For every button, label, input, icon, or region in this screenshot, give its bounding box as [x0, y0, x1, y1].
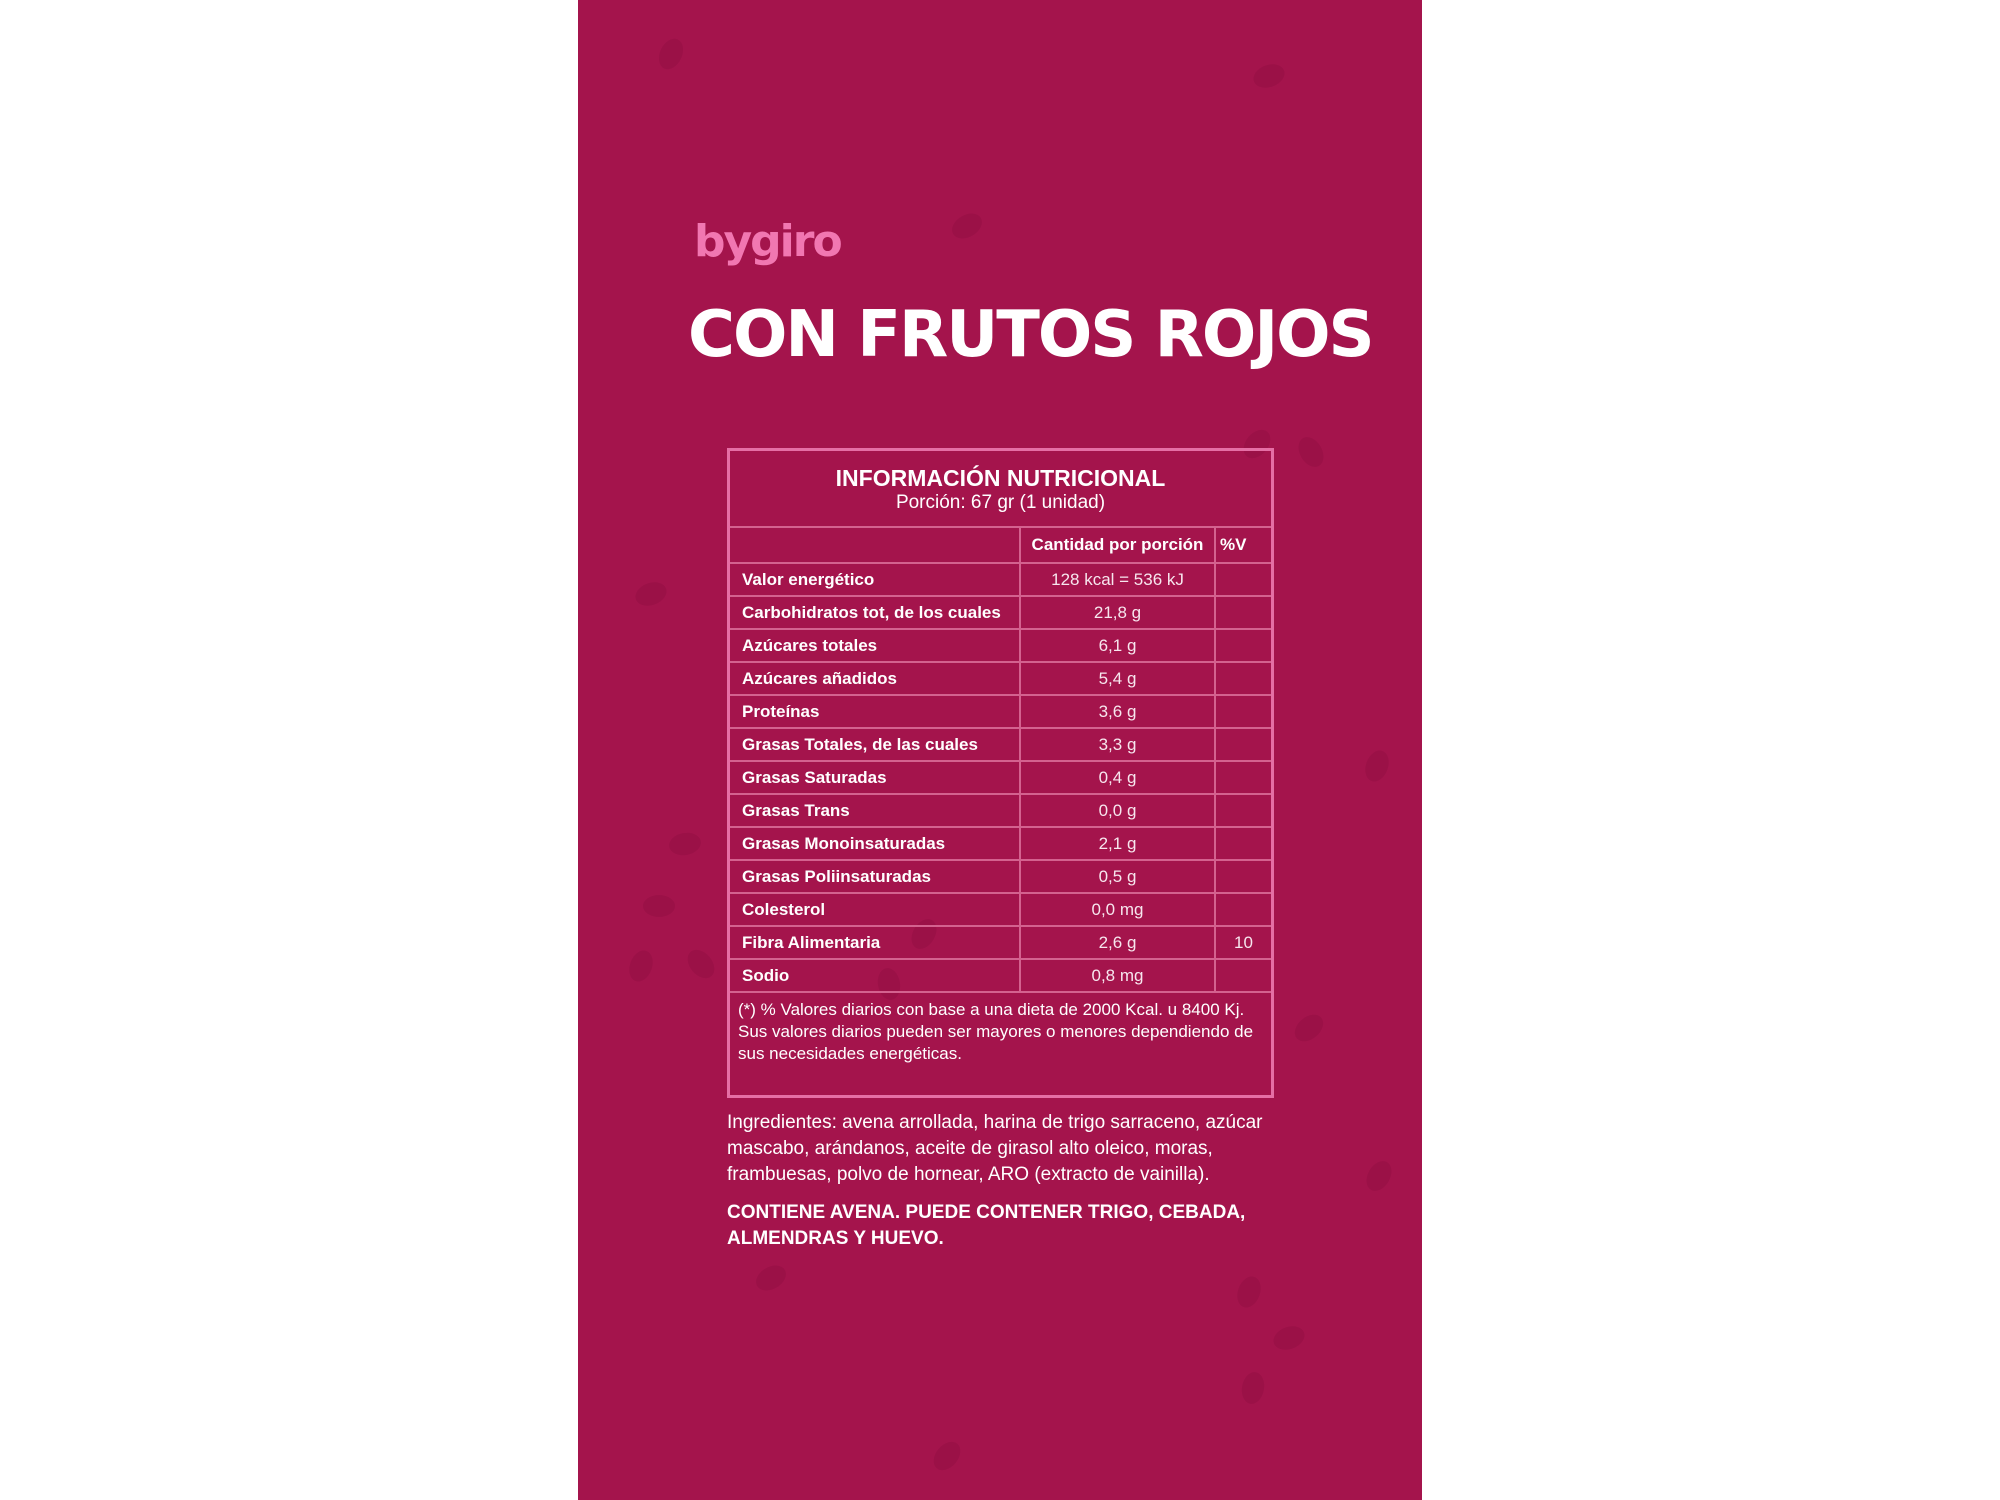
nutrient-daily-value: [1215, 860, 1271, 893]
table-header-row: [730, 528, 1271, 563]
brand-logo: bygiro: [694, 216, 841, 267]
berry-speck-decoration: [654, 35, 687, 73]
berry-speck-decoration: [682, 945, 719, 984]
berry-speck-decoration: [1361, 1157, 1396, 1196]
nutrient-amount: 0,4 g: [1020, 761, 1215, 794]
nutrient-daily-value: [1215, 794, 1271, 827]
nutrient-name: Fibra Alimentaria: [730, 926, 1020, 959]
nutrient-name: Proteínas: [730, 695, 1020, 728]
nutrient-daily-value: [1215, 959, 1271, 992]
nutrition-facts-table: [727, 448, 1274, 1098]
allergen-warning: CONTIENE AVENA. PUEDE CONTENER TRIGO, CEBADA, ALMENDRAS Y HUEVO.: [727, 1202, 1246, 1249]
nutrient-amount: 21,8 g: [1020, 596, 1215, 629]
table-row: [730, 926, 1271, 959]
nutrient-name: Grasas Poliinsaturadas: [730, 860, 1020, 893]
nutrient-amount: 5,4 g: [1020, 662, 1215, 695]
table-row: [730, 761, 1271, 794]
nutrient-amount: 2,1 g: [1020, 827, 1215, 860]
table-row: [730, 662, 1271, 695]
nutrient-name: Sodio: [730, 959, 1020, 992]
nutrient-amount: 2,6 g: [1020, 926, 1215, 959]
product-label-panel: [578, 0, 1422, 1500]
table-row: [730, 728, 1271, 761]
berry-speck-decoration: [1293, 433, 1328, 472]
nutrient-amount: 6,1 g: [1020, 629, 1215, 662]
nutrient-daily-value: 10: [1215, 926, 1271, 959]
nutrient-amount: 128 kcal = 536 kJ: [1020, 563, 1215, 596]
nutrition-header: [730, 451, 1271, 528]
nutrient-amount: 0,5 g: [1020, 860, 1215, 893]
berry-speck-decoration: [1270, 1322, 1308, 1354]
berry-speck-decoration: [752, 1260, 791, 1295]
berry-speck-decoration: [643, 895, 675, 917]
nutrient-name: Carbohidratos tot, de los cuales: [730, 596, 1020, 629]
table-row: [730, 563, 1271, 596]
nutrient-daily-value: [1215, 596, 1271, 629]
nutrient-name: Valor energético: [730, 563, 1020, 596]
column-header-amount: Cantidad por porción: [1020, 528, 1215, 563]
table-row: [730, 959, 1271, 992]
nutrient-amount: 0,8 mg: [1020, 959, 1215, 992]
berry-speck-decoration: [625, 947, 657, 985]
berry-speck-decoration: [1233, 1273, 1265, 1311]
nutrient-daily-value: [1215, 662, 1271, 695]
berry-speck-decoration: [1290, 1009, 1329, 1046]
nutrient-daily-value: [1215, 893, 1271, 926]
berry-speck-decoration: [1361, 747, 1393, 785]
nutrient-amount: 0,0 g: [1020, 794, 1215, 827]
berry-speck-decoration: [1250, 60, 1288, 92]
daily-value-footnote: (*) % Valores diarios con base a una dieta de 2000 Kcal. u 8400 Kj. Sus valores diarios pueden ser mayores o menores dependiendo de sus necesidades energéticas.: [738, 1000, 1254, 1063]
nutrient-daily-value: [1215, 629, 1271, 662]
portion-size: Porción: 67 gr (1 unidad): [895, 492, 1106, 513]
berry-speck-decoration: [948, 208, 987, 243]
ingredients-text: Ingredientes: avena arrollada, harina de trigo sarraceno, azúcar mascabo, arándanos, aceite de girasol alto oleico, moras, frambuesas, polvo de hornear, ARO (extracto de vainilla).: [727, 1112, 1263, 1185]
table-row: [730, 893, 1271, 926]
nutrient-daily-value: [1215, 695, 1271, 728]
column-header-nutrient: [730, 528, 1020, 563]
nutrient-name: Azúcares totales: [730, 629, 1020, 662]
nutrient-name: Colesterol: [730, 893, 1020, 926]
nutrient-name: Grasas Totales, de las cuales: [730, 728, 1020, 761]
nutrition-title: INFORMACIÓN NUTRICIONAL: [835, 465, 1166, 491]
nutrient-daily-value: [1215, 761, 1271, 794]
nutrient-daily-value: [1215, 827, 1271, 860]
berry-speck-decoration: [928, 1437, 965, 1476]
product-title: CON FRUTOS ROJOS: [688, 298, 1373, 372]
nutrient-daily-value: [1215, 563, 1271, 596]
nutrient-amount: 3,3 g: [1020, 728, 1215, 761]
table-row: [730, 860, 1271, 893]
table-row: [730, 695, 1271, 728]
nutrient-name: Grasas Monoinsaturadas: [730, 827, 1020, 860]
table-row: [730, 827, 1271, 860]
nutrient-name: Grasas Trans: [730, 794, 1020, 827]
table-row: [730, 794, 1271, 827]
berry-speck-decoration: [632, 578, 670, 610]
nutrient-daily-value: [1215, 728, 1271, 761]
table-row: [730, 629, 1271, 662]
nutrient-name: Grasas Saturadas: [730, 761, 1020, 794]
column-header-daily-value: %V: [1215, 528, 1271, 563]
nutrient-amount: 0,0 mg: [1020, 893, 1215, 926]
nutrient-amount: 3,6 g: [1020, 695, 1215, 728]
table-row: [730, 596, 1271, 629]
nutrition-grid: [730, 528, 1271, 993]
berry-speck-decoration: [667, 830, 702, 857]
nutrient-name: Azúcares añadidos: [730, 662, 1020, 695]
berry-speck-decoration: [1239, 1370, 1266, 1405]
